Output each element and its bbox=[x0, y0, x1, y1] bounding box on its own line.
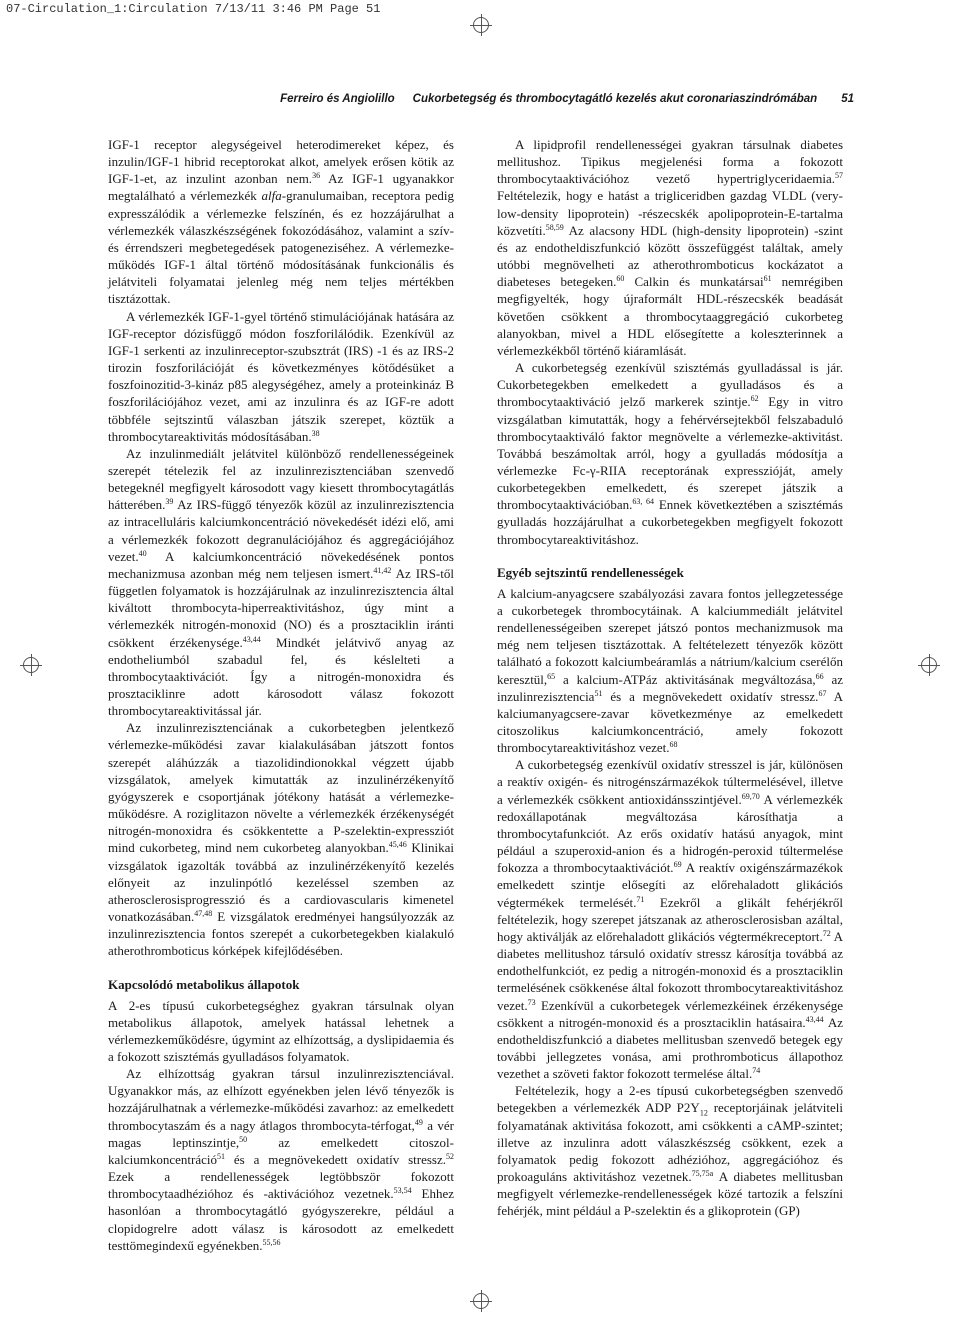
print-slug: 07-Circulation_1:Circulation 7/13/11 3:46 PM Page 51 bbox=[6, 2, 381, 16]
paragraph: A cukorbetegség ezenkívül oxidatív stresszel is jár, különösen a reaktív oxigén- és nitrogénszármazékok túltermelésével, illetve a vérlemezkék csökkent antioxidánsszintjével.$^{69,70}$ A vérlemezkék redoxállapotának megváltozása károsíthatja a thrombocytafunkciót. Az erős oxidatív hatású anyagok, mint például a szuperoxid-anion és a hidrogén-peroxid túltermelése fokozza a thrombocytaaktivációt.$^{69}$ A reaktív oxigénszármazékok emelkedett szintje elősegíti az előrehaladott glikációs végtermékek termelését.$^{71}$ Ezekről a glikált fehérjékről feltételezik, hogy szerepet játszanak az atherosclerosisban azáltal, hogy aktiválják az előrehaladott glikációs végtermékreceptort.$^{72}$ A diabetes mellitushoz társuló oxidatív stressz károsítja továbbá az endothelfunkciót, ez pedig a nitrogén-monoxid és a prosztaciklin termelésének csökkenése által fokozott thrombocytareaktivitáshoz vezet.$^{73}$ Ezenkívül a cukorbetegek vérlemezkéinek érzékenysége csökkent a nitrogén-monoxid és a prosztaciklin hatásaira.$^{43,44}$ Az endotheldiszfunkció a diabetes mellitusban szenvedő betegek egy további jellegzetes vonása, ami prothromboticus állapothoz vezethet a szöveti faktor fokozott termelése által.$^{74}$ bbox=[497, 757, 844, 1082]
registration-mark-bottom bbox=[470, 1290, 492, 1312]
section-heading: Kapcsolódó metabolikus állapotok bbox=[108, 976, 300, 992]
right-column bbox=[497, 136, 843, 1220]
paragraph: A vérlemezkék IGF-1-gyel történő stimulációjának hatására az IGF-receptor dózisfüggő módon foszforilálódik. Ezenkívül az IGF-1 serkenti az inzulinreceptor-szubsztrát (IRS) -1 és az IRS-2 tirozin foszforilációját és következményes kötődésüket a foszfoinozitid-3-kináz p85 alegységéhez, amely a proteinkináz B foszforilációjához vezet, ami az inzulinra és az IGF-re adott többféle sejtszintű válaszban játszik szerepet, köztük a thrombocytareaktivitás módosításában.$^{38}$ bbox=[108, 308, 454, 444]
registration-mark-left bbox=[20, 654, 42, 676]
running-header bbox=[108, 93, 854, 105]
paragraph: A lipidprofil rendellenességei gyakran társulnak diabetes mellitushoz. Tipikus megjelenési forma a fokozott thrombocytaaktivációhoz vezető hypertriglyceridaemia.$^{57}$ Feltételezik, hogy e hatást a trigliceridben gazdag VLDL (very-low-density lipoprotein) -részecskék apolipoprotein-E-tartalma közvetíti.$^{58,59}$ Az alacsony HDL (high-density lipoprotein) -szint és az endotheldiszfunkció között összefüggést találtak, amely utóbbi megnövelheti az atherothromboticus kockázatot a diabeteses betegeken.$^{60}$ Calkin és munkatársai$^{61}$ nemrégiben megfigyelték, hogy újraformált HDL-részecskék beadását követően csökkent a thrombocytaaggregáció cukorbeteg alanyokban, mivel a HDL elősegítette a koleszterinnek a vérlemezkékből történő kiáramlását. bbox=[497, 137, 844, 358]
page-number: 51 bbox=[841, 93, 854, 105]
paragraph: A kalcium-anyagcsere szabályozási zavara fontos jellegzetessége a cukorbetegek thrombocytáinak. A kalciummediált jelátvitel rendellenességeiben szerepet játszó pontos mechanizmusok ma még nem teljesen tisztázottak. A feltételezett tényezők között található a fokozott kalciumbeáramlás a nátrium/kalcium cserélőn keresztül,$^{65}$ a kalcium-ATPáz aktivitásának megváltozása,$^{66}$ az inzulinrezisztencia$^{51}$ és a megnövekedett oxidatív stressz.$^{67}$ A kalciumanyagcsere-zavar következménye az emelkedett citoszolikus kalciumkoncentráció, amely fokozott thrombocytareaktivitáshoz vezet.$^{68}$ bbox=[497, 585, 843, 756]
header-authors: Ferreiro és Angiolillo bbox=[280, 93, 395, 105]
paragraph: A 2-es típusú cukorbetegséghez gyakran társulnak olyan metabolikus állapotok, amelyek hatással lehetnek a vérlemezkeműködésre, úgymint az elhízottság, a dyslipidaemia és a fokozott szisztémás gyulladásos folyamatok. bbox=[108, 997, 454, 1064]
registration-mark-right bbox=[918, 654, 940, 676]
registration-mark-top bbox=[470, 14, 492, 36]
section-heading: Egyéb sejtszintű rendellenességek bbox=[497, 564, 684, 580]
left-column bbox=[108, 136, 454, 1254]
paragraph: A cukorbetegség ezenkívül szisztémás gyulladással is jár. Cukorbetegekben emelkedett a gyulladásos és a thrombocytaaktiváció jelző markerek szintje.$^{62}$ Egy in vitro vizsgálatban kimutatták, hogy a fehérvérsejtekből felszabaduló thrombocytaaktiváló faktor megnövelte a vérlemezke-aktivitást. Továbbá beszámoltak arról, hogy a gyulladás módosítja a vérlemezke Fc-γ-RIIA receptorának expresszióját, amely cukorbetegekben emelkedett, és szerepet játszik a thrombocytaaktivációban.$^{63, 64}$ Ennek következtében a szisztémás gyulladás hozzájárulhat a cukorbetegekben megfigyelt fokozott thrombocytareaktivitáshoz. bbox=[497, 360, 843, 547]
paragraph: Az inzulinrezisztenciának a cukorbetegben jelentkező vérlemezke-működési zavar kialakulásában játszott fontos szerepét aláhúzzák a tiazolidindionokkal végzett újabb vizsgálatok, amelyek kimutatták az inzulinérzékenyítő gyógyszerek e csoportjának jótékony hatását a vérlemezke-működésre. A roziglitazon növelte a vérlemezkék érzékenységét nitrogén-monoxidra és csökkentette a P-szelektin-expressziót mind cukorbeteg, mind nem cukorbeteg alanyokban.$^{45,46}$ Klinikai vizsgálatok igazolták továbbá az inzulinérzékenyítő kezelés előnyeit az inzulinpótló kezeléssel szemben az atherosclerosisprogresszió és a cardiovascularis kimenetel vonatkozásában.$^{47,48}$ E vizsgálatok eredményei hangsúlyozzák az inzulinrezisztencia fontos szerepét a cukorbetegekben kialakuló atherothromboticus kórképek kifejlődésében. bbox=[108, 720, 454, 959]
paragraph: Feltételezik, hogy a 2-es típusú cukorbetegségben szenvedő betegekben a vérlemezkék ADP $P2Y_{12}$ receptorjáinak jelátviteli folyamatának aktivitása fokozott, ami csökkenti a cAMP-szintet; illetve az inzulinra adott válaszkészség csökkent, ezek a folyamatok pedig fokozott adhézióhoz, aggregációhoz és prokoaguláns aktivitáshoz vezetnek.$^{75,75a}$ A diabetes mellitusban megfigyelt vérlemezke-rendellenességek közé tartozik a felszíni fehérjék, mint például a P-szelektin és a glikoprotein (GP) bbox=[497, 1083, 844, 1219]
header-title: Cukorbetegség és thrombocytagátló kezelés akut coronariaszindrómában bbox=[412, 93, 818, 105]
paragraph: Az elhízottság gyakran társul inzulinrezisztenciával. Ugyanakkor más, az elhízott egyénekben jelen lévő tényezők is hozzájárulhatnak a vérlemezke-működési zavarhoz: az emelkedett thrombocytaszám és a nagy átlagos thrombocyta-térfogat,$^{49}$ a vér magas leptinszintje,$^{50}$ az emelkedett citoszol-kalciumkoncentráció$^{51}$ és a megnövekedett oxidatív stressz.$^{52}$ Ezek a rendellenességek legtöbbször fokozott thrombocytaadhézióhoz és -aktivációhoz vezetnek.$^{53,54}$ Ehhez hasonlóan a thrombocytagátló gyógyszerekre, például a clopidogrelre adott válasz is károsodott az emelkedett testtömegindexű egyénekben.$^{55,56}$ bbox=[108, 1066, 454, 1253]
paragraph: Az inzulinmediált jelátvitel különböző rendellenességeinek szerepét tételezik fel az inzulinrezisztenciában szenvedő betegeknél megfigyelt károsodott vagy kiesett thrombocytagátlás hátterében.$^{39}$ Az IRS-függő tényezők közül az inzulinrezisztencia az intracelluláris kalciumkoncentráció növekedését idézi elő, ami a vérlemezkék fokozott degranulációjához és aggregációjához vezet.$^{40}$ A kalciumkoncentráció növekedésének pontos mechanizmusa azonban még nem teljesen ismert.$^{41,42}$ Az IRS-től független folyamatok is hozzájárulnak az inzulinrezisztencia által kiváltott thrombocyta-hiperreaktivitáshoz, úgy mint a vérlemezkék nitrogén-monoxid (NO) és a prosztaciklin iránti csökkent érzékenysége.$^{43,44}$ Mindkét jelátvivő anyag az endotheliumból szabadul fel, és késlelteti a thrombocytaaktivációt. Így a nitrogén-monoxidra és prosztaciklinre adott károsodott válasz fokozott thrombocytareaktivitással jár. bbox=[108, 445, 454, 719]
paragraph: IGF-1 receptor alegységeivel heterodimereket képez, és inzulin/IGF-1 hibrid receptorokat alkot, amelyek erősen kötik az IGF-1-et, az inzulint azonban nem.$^{36}$ Az IGF-1 ugyanakkor megtalálható a vérlemezkék alfa-granulumaiban, receptora pedig expresszálódik a vérlemezke felszínén, és ez hozzájárulhat a vérlemezkék válaszkészségének fokozódásához, valamint a szív- és érrendszeri megbetegedések patogeneziséhez. A vérlemezke-működés IGF-1 által történő módosításának funkcionális és jelátviteli folyamatai jelenleg még nem teljes mértékben tisztázottak. bbox=[108, 137, 454, 307]
